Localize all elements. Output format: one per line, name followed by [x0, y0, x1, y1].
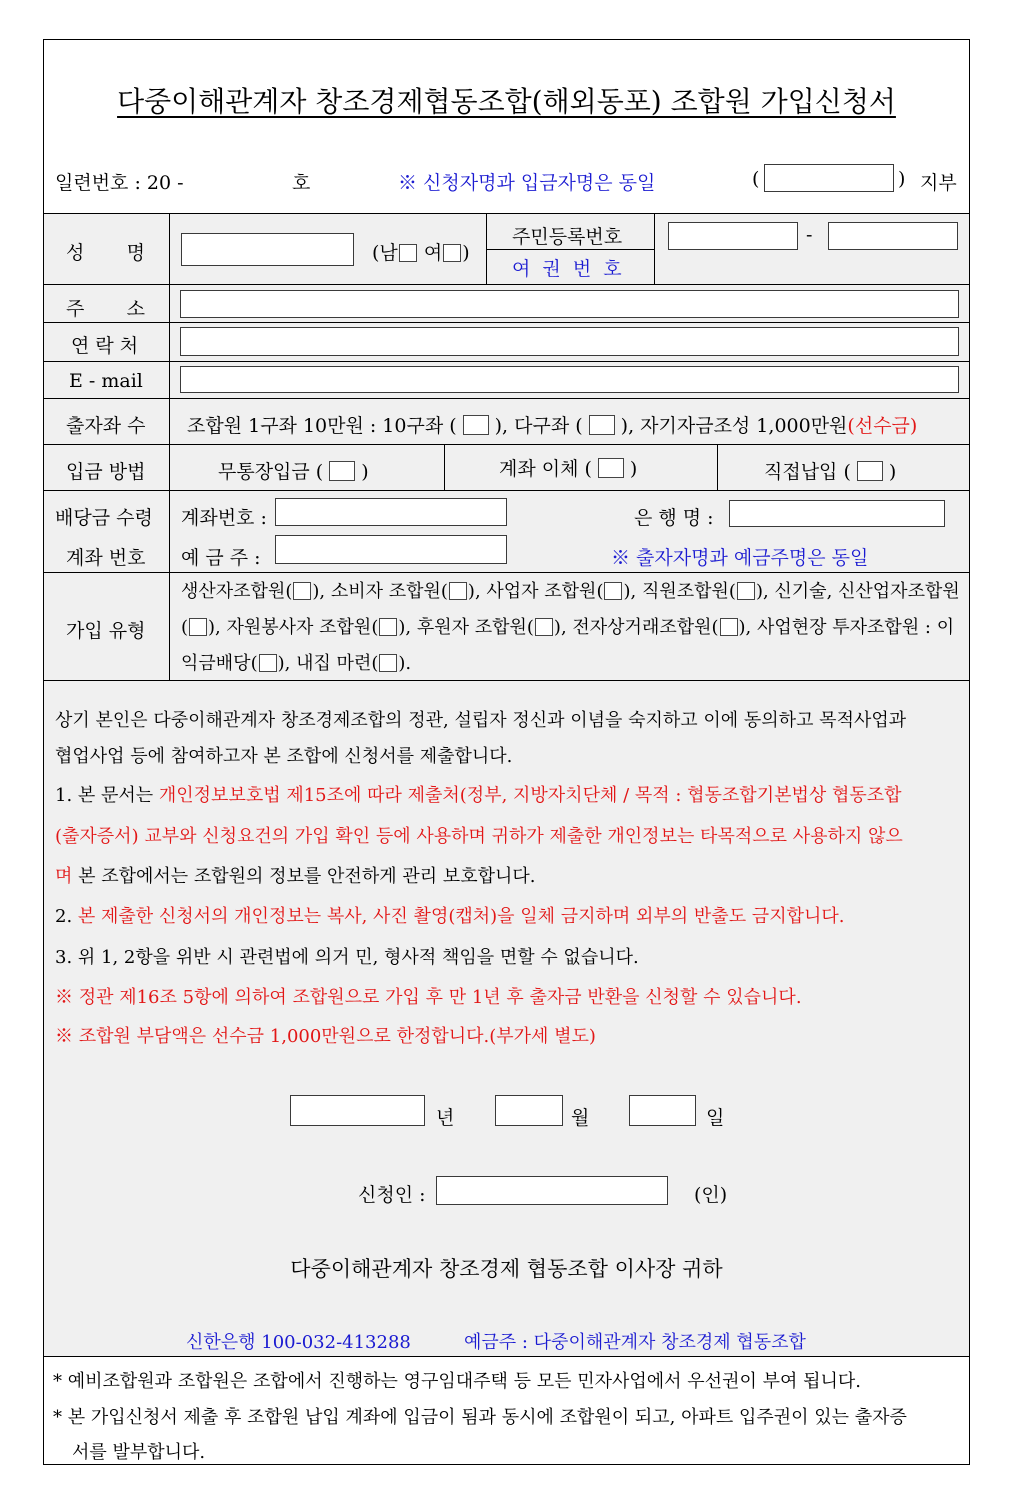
bank-input[interactable]: [729, 500, 945, 527]
multi-units-checkbox[interactable]: [589, 415, 615, 435]
investment-label: 출자좌 수: [66, 415, 146, 437]
rule: [717, 444, 718, 490]
holder-label: 예 금 주 :: [181, 547, 261, 569]
payment-option-deposit: [218, 457, 369, 484]
type-producer-checkbox[interactable]: [293, 582, 311, 600]
type-new-industry-checkbox[interactable]: [189, 618, 207, 636]
type-site-investor: 사업현장 투자조합원 : 이익금배당: [181, 617, 955, 674]
type-consumer: 소비자 조합원: [330, 581, 441, 602]
branch-open: (: [752, 168, 760, 190]
type-volunteer-checkbox[interactable]: [379, 618, 397, 636]
email-label: E - mail: [69, 370, 143, 392]
name-input[interactable]: [181, 233, 354, 266]
name-match-notice: ※ 신청자명과 입금자명은 동일: [398, 172, 656, 194]
transfer-checkbox[interactable]: [598, 458, 624, 478]
name-label: 성 명: [66, 242, 145, 264]
serial-label: 일련번호 : 20 -: [55, 172, 184, 194]
rule: [43, 284, 970, 285]
item1-prefix: 1. 본 문서는: [55, 785, 159, 806]
branch-close: ): [898, 168, 906, 190]
deposit-close: ): [361, 461, 369, 483]
rule: [43, 213, 970, 214]
email-input[interactable]: [180, 366, 959, 393]
address-label: 주 소: [66, 298, 145, 320]
transfer-close: ): [629, 458, 638, 480]
type-volunteer: 자원봉사자 조합원: [226, 617, 372, 638]
item2-red: 본 제출한 신청서의 개인정보는 복사, 사진 촬영(캡처)을 일체 금지하며 외부의 반출도 금지합니다.: [77, 906, 845, 927]
gender-options: [372, 238, 470, 265]
item3-line: 3. 위 1, 2항을 위반 시 관련법에 의거 민, 형사적 책임을 면할 수 없습니다.: [55, 947, 639, 968]
year-input[interactable]: [290, 1095, 425, 1126]
rule: [444, 444, 445, 490]
transfer-label: 계좌 이체 (: [499, 458, 592, 480]
holder-match-notice: ※ 출자자명과 예금주명은 동일: [611, 547, 869, 569]
day-label: 일: [706, 1107, 725, 1129]
item1-line-2: (출자증서) 교부와 신청요건의 가입 확인 등에 사용하며 귀하가 제출한 개인정보는 타목적으로 사용하지 않으: [55, 826, 903, 847]
type-ecommerce-checkbox[interactable]: [720, 618, 738, 636]
type-employee-checkbox[interactable]: [737, 582, 755, 600]
direct-close: ): [888, 461, 897, 483]
investment-text-2: ), 다구좌 (: [494, 415, 583, 437]
deposit-label: 무통장입금 (: [218, 461, 324, 483]
rrn-front-input[interactable]: [668, 222, 798, 250]
type-home-checkbox[interactable]: [379, 654, 397, 672]
type-employee: 직원조합원: [641, 581, 729, 602]
type-ecommerce: 전자상거래조합원: [572, 617, 712, 638]
type-home: 내집 마련: [296, 653, 372, 674]
item1-red-3: 며: [55, 866, 73, 887]
type-sponsor: 후원자 조합원: [416, 617, 527, 638]
gender-open: (남: [372, 242, 398, 264]
gender-female: 여: [423, 242, 443, 264]
year-label: 년: [436, 1107, 455, 1129]
footer-note-2b: 서를 발부합니다.: [72, 1442, 206, 1463]
rule: [43, 444, 970, 445]
footer-note-1: * 예비조합원과 조합원은 조합에서 진행하는 영구임대주택 등 모든 민자사업에서 우선권이 부여 됩니다.: [53, 1371, 861, 1392]
contact-input[interactable]: [180, 327, 959, 356]
item1-rest: 본 조합에서는 조합원의 정보를 안전하게 관리 보호합니다.: [72, 866, 536, 887]
payment-option-transfer: [499, 454, 637, 481]
item1-line-1: [55, 781, 965, 807]
payment-label: 입금 방법: [66, 461, 146, 483]
membership-types: 생산자조합원( ), 소비자 조합원( ), 사업자 조합원( ), 직원조합원( ), 신기술, 신산업자조합원( ), 자원봉사자 조합원( ), 후원자 조합원( ), 전자상거래조합원( ), 사업현장 투자조합원 : 이익금배당( ), 내집 마련( ).: [181, 581, 960, 674]
type-business: 사업자 조합원: [486, 581, 597, 602]
note2-line: ※ 조합원 부담액은 선수금 1,000만원으로 한정합니다.(부가세 별도): [55, 1026, 596, 1047]
note1-line: ※ 정관 제16조 5항에 의하여 조합원으로 가입 후 만 1년 후 출자금 반환을 신청할 수 있습니다.: [55, 987, 802, 1008]
holder-input[interactable]: [275, 535, 507, 564]
item1-line-3: [55, 862, 965, 888]
passport-label: 여 권 번 호: [512, 258, 622, 280]
rule: [43, 572, 970, 573]
prepay-label: (선수금): [847, 415, 918, 437]
rrn-back-input[interactable]: [828, 222, 958, 250]
account-input[interactable]: [275, 498, 507, 526]
intro-line-2: 협업사업 등에 참여하고자 본 조합에 신청서를 제출합니다.: [55, 746, 513, 767]
item2-line: [55, 902, 965, 928]
rule: [43, 322, 970, 323]
address-input[interactable]: [180, 290, 959, 318]
membership-label: 가입 유형: [66, 620, 146, 642]
month-label: 월: [571, 1107, 590, 1129]
bank-holder-info: 예금주 : 다중이해관계자 창조경제 협동조합: [464, 1332, 806, 1353]
type-sponsor-checkbox[interactable]: [535, 618, 553, 636]
form-title: 다중이해관계자 창조경제협동조합(해외동포) 조합원 가입신청서: [117, 85, 896, 118]
month-input[interactable]: [495, 1095, 563, 1126]
rule: [654, 213, 655, 284]
branch-input[interactable]: [764, 164, 894, 192]
deposit-checkbox[interactable]: [329, 461, 355, 481]
serial-suffix: 호: [292, 172, 311, 194]
addressee: 다중이해관계자 창조경제 협동조합 이사장 귀하: [290, 1257, 723, 1281]
type-business-checkbox[interactable]: [604, 582, 622, 600]
applicant-label: 신청인 :: [358, 1184, 426, 1206]
type-new-industry: 신기술, 신산업자조합원: [774, 581, 960, 602]
item1-red-1: 개인정보보호법 제15조에 따라 제출처(정부, 지방자치단체 / 목적 : 협동조합기본법상 협동조합: [158, 785, 902, 806]
intro-line-1: 상기 본인은 다중이해관계자 창조경제조합의 정관, 설립자 정신과 이념을 숙지하고 이에 동의하고 목적사업과: [55, 710, 907, 731]
dividend-label-2: 계좌 번호: [66, 547, 146, 569]
bank-account-info: 신한은행 100-032-413288: [186, 1332, 411, 1353]
payment-option-direct: [764, 457, 896, 484]
rule: [43, 1356, 970, 1357]
type-consumer-checkbox[interactable]: [449, 582, 467, 600]
type-site-investor-checkbox[interactable]: [259, 654, 277, 672]
investment-options: [187, 411, 917, 438]
male-checkbox[interactable]: [399, 244, 417, 262]
ten-units-checkbox[interactable]: [463, 415, 489, 435]
footer-note-2a: * 본 가입신청서 제출 후 조합원 납입 계좌에 입금이 됨과 동시에 조합원이 되고, 아파트 입주권이 있는 출자증: [53, 1407, 907, 1428]
type-producer: 생산자조합원: [181, 581, 286, 602]
rrn-label: 주민등록번호: [512, 226, 623, 248]
gender-close: ): [462, 242, 470, 264]
rule: [43, 398, 970, 399]
item2-prefix: 2.: [55, 906, 78, 927]
investment-text-1: 조합원 1구좌 10만원 : 10구좌 (: [187, 415, 457, 437]
bank-label: 은 행 명 :: [634, 507, 714, 529]
investment-text-3: ), 자기자금조성 1,000만원: [620, 415, 848, 437]
direct-label: 직접납입 (: [764, 461, 851, 483]
day-input[interactable]: [629, 1095, 696, 1126]
dividend-label-1: 배당금 수령: [55, 507, 153, 529]
rule: [486, 249, 654, 250]
branch-label: 지부: [920, 172, 957, 194]
rule: [169, 213, 170, 680]
direct-checkbox[interactable]: [857, 461, 883, 481]
contact-label: 연 락 처: [71, 335, 139, 357]
rule: [486, 213, 487, 284]
account-label: 계좌번호 :: [181, 507, 267, 529]
rule: [43, 490, 970, 491]
rule: [43, 361, 970, 362]
female-checkbox[interactable]: [443, 244, 461, 262]
rrn-dash: -: [806, 224, 813, 246]
applicant-input[interactable]: [436, 1176, 668, 1205]
seal-label: (인): [694, 1184, 728, 1206]
